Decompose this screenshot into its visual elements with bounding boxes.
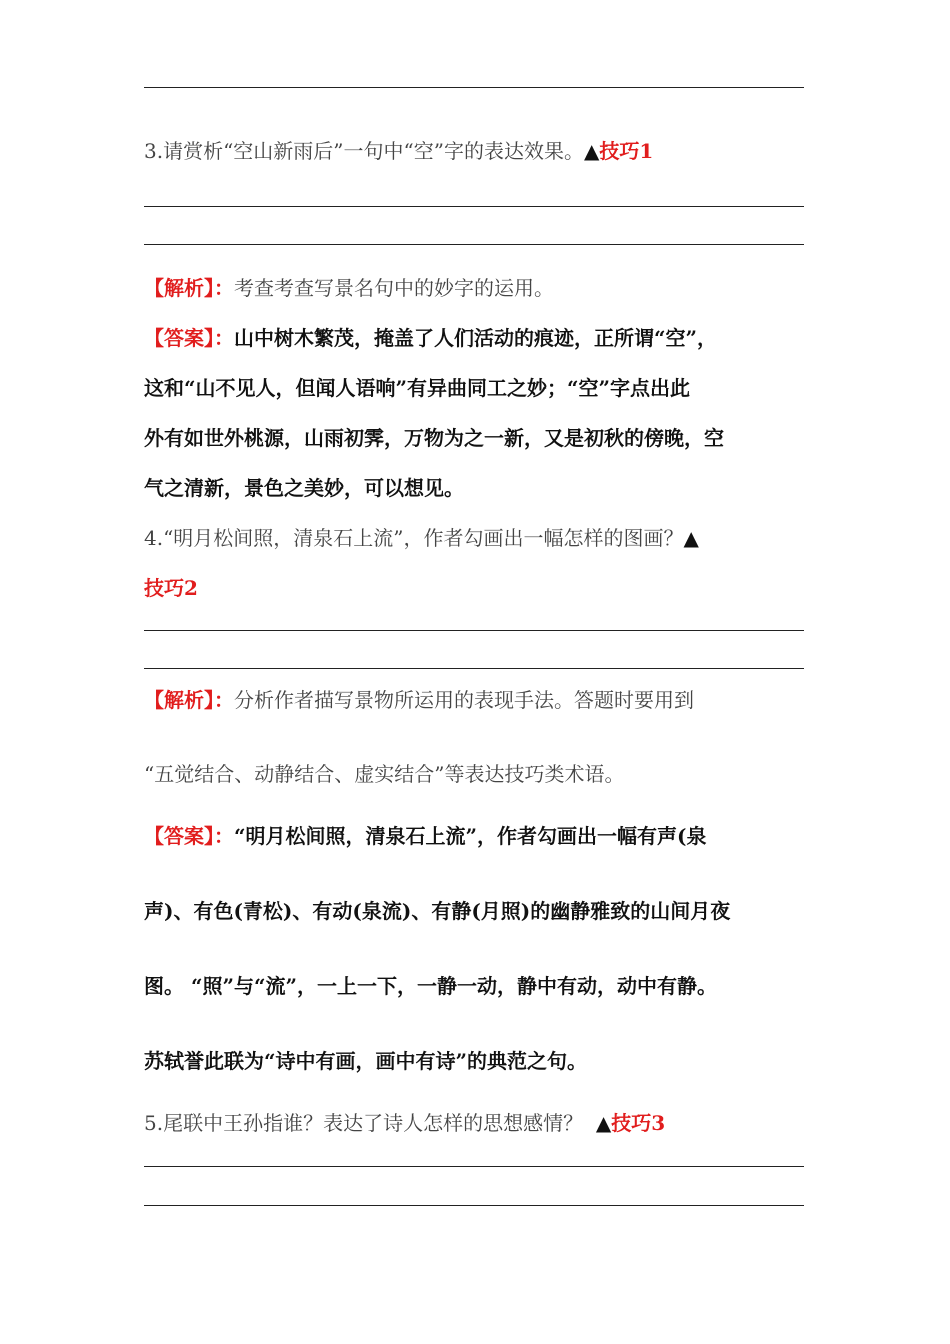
- question-3: [144, 137, 653, 165]
- answer-label: 【答案】：: [144, 824, 234, 848]
- question-text: 4.“明月松间照，清泉石上流”，作者勾画出一幅怎样的图画？: [144, 526, 684, 550]
- skill-tag: 技巧1: [599, 139, 654, 163]
- answer: [144, 822, 706, 850]
- answer-line: [144, 668, 804, 669]
- answer-text: 外有如世外桃源，山雨初霁，万物为之一新，又是初秋的傍晚，空: [144, 426, 724, 450]
- answer-line: [144, 206, 804, 207]
- question-text: 3.请赏析“空山新雨后”一句中“空”字的表达效果。: [144, 139, 584, 163]
- answer-line: [144, 244, 804, 245]
- analysis-text: 分析作者描写景物所运用的表现手法。答题时要用到: [234, 688, 694, 712]
- answer-label: 【答案】：: [144, 326, 234, 350]
- triangle-icon: ▲: [583, 139, 600, 163]
- triangle-icon: ▲: [683, 526, 699, 550]
- answer-line: [144, 1166, 804, 1167]
- answer-text: 图。 “照”与“流”，一上一下，一静一动，静中有动，动中有静。: [144, 974, 717, 998]
- answer-text: 声)、有色(青松)、有动(泉流)、有静(月照)的幽静雅致的山间月夜: [144, 899, 731, 923]
- answer-text: 苏轼誉此联为“诗中有画，画中有诗”的典范之句。: [144, 1049, 588, 1073]
- analysis-label: 【解析】：: [144, 688, 234, 712]
- answer-text: 气之清新，景色之美妙，可以想见。: [144, 476, 464, 500]
- analysis-label: 【解析】：: [144, 276, 234, 300]
- answer-line: [144, 87, 804, 88]
- analysis-text: “五觉结合、动静结合、虚实结合”等表达技巧类术语。: [144, 762, 625, 786]
- answer-line: [144, 1205, 804, 1206]
- answer: [144, 324, 717, 352]
- analysis: [144, 274, 554, 302]
- answer-text: 山中树木繁茂，掩盖了人们活动的痕迹，正所谓“空”，: [234, 326, 718, 350]
- question-5: [144, 1109, 665, 1137]
- question-text: 5.尾联中王孙指谁？表达了诗人怎样的思想感情？: [144, 1111, 584, 1135]
- answer-text: 这和“山不见人，但闻人语响”有异曲同工之妙；“空”字点出此: [144, 376, 691, 400]
- analysis: [144, 686, 694, 714]
- answer-text: “明月松间照，清泉石上流”，作者勾画出一幅有声(泉: [234, 824, 707, 848]
- question-4: [144, 524, 699, 552]
- skill-tag: 技巧3: [611, 1111, 666, 1135]
- answer-line: [144, 630, 804, 631]
- analysis-text: 考查考查写景名句中的妙字的运用。: [234, 276, 554, 300]
- triangle-icon: ▲: [595, 1111, 612, 1135]
- skill-tag: 技巧2: [144, 576, 198, 600]
